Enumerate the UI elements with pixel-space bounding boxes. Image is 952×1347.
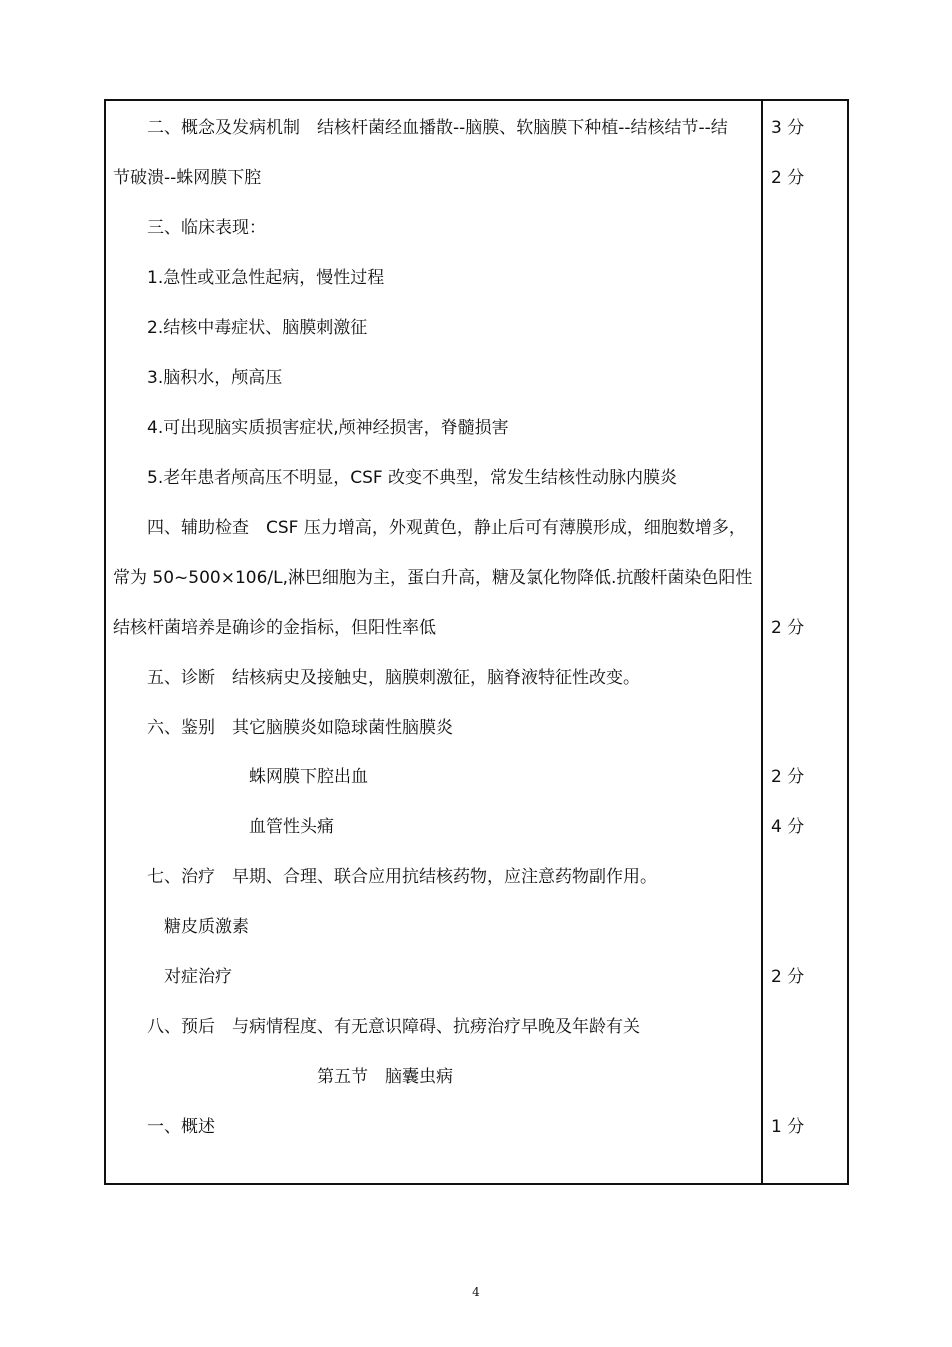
text-line: 4.可出现脑实质损害症状,颅神经损害，脊髓损害 — [147, 418, 509, 438]
text-line: 常为 50~500×106/L,淋巴细胞为主，蛋白升高，糖及氯化物降低.抗酸杆菌染色阳性 — [113, 568, 753, 588]
text-line: 2.结核中毒症状、脑膜刺激征 — [147, 318, 368, 338]
text-line: 三、临床表现： — [147, 218, 266, 238]
text-line: 八、预后 与病情程度、有无意识障碍、抗痨治疗早晚及年龄有关 — [147, 1017, 640, 1037]
text-line: 七、治疗 早期、合理、联合应用抗结核药物，应注意药物副作用。 — [147, 867, 657, 887]
text-line: 蛛网膜下腔出血 — [249, 767, 368, 787]
text-line: 3.脑积水，颅高压 — [147, 368, 283, 388]
score-cell: 3 分 — [771, 118, 805, 138]
score-cell: 2 分 — [771, 168, 805, 188]
text-line: 五、诊断 结核病史及接触史，脑膜刺激征，脑脊液特征性改变。 — [147, 668, 640, 688]
text-line: 血管性头痛 — [249, 817, 334, 837]
score-cell: 4 分 — [771, 817, 805, 837]
text-line: 四、辅助检查 CSF 压力增高，外观黄色，静止后可有薄膜形成，细胞数增多， — [147, 518, 746, 538]
text-line: 糖皮质激素 — [164, 917, 249, 937]
text-line: 二、概念及发病机制 结核杆菌经血播散--脑膜、软脑膜下种植--结核结节--结 — [147, 118, 728, 138]
score-cell: 2 分 — [771, 967, 805, 987]
score-cell: 2 分 — [771, 618, 805, 638]
text-line: 节破溃--蛛网膜下腔 — [113, 168, 262, 188]
text-line: 一、概述 — [147, 1117, 215, 1137]
page-number: 4 — [472, 1285, 480, 1299]
text-line: 对症治疗 — [164, 967, 232, 987]
text-line: 六、鉴别 其它脑膜炎如隐球菌性脑膜炎 — [147, 718, 453, 738]
column-divider — [761, 99, 763, 1185]
section-heading: 第五节 脑囊虫病 — [317, 1067, 453, 1087]
text-line: 1.急性或亚急性起病，慢性过程 — [147, 268, 385, 288]
score-cell: 2 分 — [771, 767, 805, 787]
text-line: 5.老年患者颅高压不明显，CSF 改变不典型，常发生结核性动脉内膜炎 — [147, 468, 678, 488]
text-line: 结核杆菌培养是确诊的金指标，但阳性率低 — [113, 618, 436, 638]
score-cell: 1 分 — [771, 1117, 805, 1137]
